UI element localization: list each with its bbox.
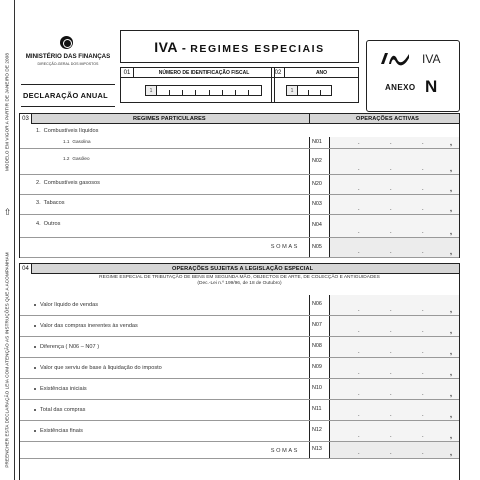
regime-text: Combustíveis líquidos bbox=[43, 128, 99, 134]
amount-input[interactable] bbox=[330, 238, 459, 257]
thousands-separator: . bbox=[358, 206, 360, 212]
regime-number: 1.1 bbox=[63, 139, 70, 144]
amount-input[interactable] bbox=[330, 316, 459, 336]
decimal-separator: , bbox=[450, 328, 452, 335]
bullet-icon bbox=[34, 430, 36, 432]
annex-letter: N bbox=[425, 77, 438, 96]
thousands-separator: . bbox=[358, 307, 360, 313]
thousands-separator: . bbox=[422, 391, 424, 397]
field-code: N08 bbox=[309, 337, 330, 357]
operation-text: Total das compras bbox=[40, 407, 86, 413]
field-code: N07 bbox=[309, 316, 330, 336]
field-code: N02 bbox=[309, 149, 330, 174]
thousands-separator: . bbox=[422, 412, 424, 418]
digit-cell[interactable] bbox=[249, 90, 261, 96]
digit-cell[interactable] bbox=[183, 90, 196, 96]
operation-label bbox=[34, 302, 98, 308]
amount-input[interactable] bbox=[330, 295, 459, 315]
thousands-separator: . bbox=[422, 229, 424, 235]
year-field-label: ANO bbox=[285, 68, 358, 78]
thousands-separator: . bbox=[358, 391, 360, 397]
bullet-icon bbox=[34, 325, 36, 327]
digit-cell[interactable] bbox=[236, 90, 249, 96]
thousands-separator: . bbox=[390, 412, 392, 418]
regime-row bbox=[20, 215, 459, 238]
thousands-separator: . bbox=[358, 433, 360, 439]
regime-label bbox=[63, 139, 91, 144]
thousands-separator: . bbox=[358, 186, 360, 192]
regime-number: 1. bbox=[36, 128, 41, 134]
thousands-separator: . bbox=[390, 349, 392, 355]
title-sub: REGIMES ESPECIAIS bbox=[190, 43, 325, 55]
digit-cell[interactable] bbox=[170, 90, 183, 96]
decimal-separator: , bbox=[450, 450, 452, 457]
digit-cell[interactable] bbox=[196, 90, 209, 96]
decimal-separator: , bbox=[450, 307, 452, 314]
operation-label bbox=[34, 386, 87, 392]
amount-input[interactable] bbox=[330, 175, 459, 194]
regime-row bbox=[20, 125, 459, 137]
operation-text: Diferença ( N06 – N07 ) bbox=[40, 344, 100, 350]
amount-input[interactable] bbox=[330, 215, 459, 237]
regime-number: 4. bbox=[36, 221, 41, 227]
digit-cell[interactable] bbox=[157, 90, 170, 96]
directorate-name: DIRECÇÃO-GERAL DOS IMPOSTOS bbox=[37, 62, 99, 66]
side-instructions-text: PREENCHER ESTA DECLARAÇÃO LEIA COM ATENÇÃO AS INSTRUÇÕES QUE A ACOMPANHAM bbox=[4, 252, 10, 468]
section-number: 03 bbox=[20, 114, 32, 124]
amount-input[interactable] bbox=[330, 137, 459, 148]
year-field-box bbox=[271, 67, 359, 103]
operation-row bbox=[20, 421, 459, 442]
bullet-icon bbox=[34, 367, 36, 369]
thousands-separator: . bbox=[358, 450, 360, 456]
operation-text: Existências iniciais bbox=[40, 386, 87, 392]
amount-input[interactable] bbox=[330, 337, 459, 357]
amount-input[interactable] bbox=[330, 358, 459, 378]
amount-input[interactable] bbox=[330, 421, 459, 441]
operation-row bbox=[20, 358, 459, 379]
field-code: N20 bbox=[309, 175, 330, 194]
thousands-separator: . bbox=[422, 140, 424, 146]
thousands-separator: . bbox=[358, 412, 360, 418]
header-ministry-block bbox=[19, 32, 117, 112]
thousands-separator: . bbox=[358, 370, 360, 376]
title-main: IVA bbox=[154, 39, 179, 55]
decimal-separator: , bbox=[450, 140, 452, 147]
operation-row bbox=[20, 400, 459, 421]
section-title: OPERAÇÕES SUJEITAS A LEGISLAÇÃO ESPECIAL bbox=[172, 266, 314, 272]
field-code: N13 bbox=[309, 442, 330, 458]
bullet-icon bbox=[34, 346, 36, 348]
section-title-right: OPERAÇÕES ACTIVAS bbox=[356, 116, 419, 122]
header-title-block bbox=[120, 30, 359, 112]
amount-input[interactable] bbox=[330, 379, 459, 399]
decimal-separator: , bbox=[450, 249, 452, 256]
decimal-separator: , bbox=[450, 166, 452, 173]
digit-cell[interactable] bbox=[321, 90, 331, 96]
thousands-separator: . bbox=[390, 186, 392, 192]
decimal-separator: , bbox=[450, 206, 452, 213]
field-number: 01 bbox=[121, 68, 134, 78]
thousands-separator: . bbox=[390, 328, 392, 334]
thousands-separator: . bbox=[358, 328, 360, 334]
form-title bbox=[121, 39, 358, 55]
amount-input[interactable] bbox=[330, 442, 459, 458]
regime-row bbox=[20, 149, 459, 175]
decree-reference: (Dec.-Lei n.º 199/96, de 18 de Outubro) bbox=[197, 281, 282, 286]
field-code: N11 bbox=[309, 400, 330, 420]
amount-input[interactable] bbox=[330, 400, 459, 420]
thousands-separator: . bbox=[422, 370, 424, 376]
regime-label bbox=[36, 221, 60, 227]
operation-row bbox=[20, 316, 459, 337]
regime-row bbox=[20, 137, 459, 149]
regime-number: 1.2 bbox=[63, 156, 70, 161]
field-code: N12 bbox=[309, 421, 330, 441]
regime-row bbox=[20, 175, 459, 195]
digit-cell[interactable] bbox=[298, 90, 309, 96]
regime-text: Tabacos bbox=[43, 200, 65, 206]
ministry-name: MINISTÉRIO DAS FINANÇAS bbox=[25, 53, 111, 60]
field-code: N06 bbox=[309, 295, 330, 315]
section-title: REGIMES PARTICULARES bbox=[133, 116, 206, 122]
thousands-separator: . bbox=[358, 140, 360, 146]
decimal-separator: , bbox=[450, 391, 452, 398]
form-sheet bbox=[19, 0, 460, 480]
thousands-separator: . bbox=[422, 206, 424, 212]
thousands-separator: . bbox=[422, 450, 424, 456]
annex-box bbox=[366, 40, 460, 112]
amount-input[interactable] bbox=[330, 149, 459, 174]
nif-field-label: NÚMERO DE IDENTIFICAÇÃO FISCAL bbox=[134, 68, 274, 78]
field-code: N03 bbox=[309, 195, 330, 214]
regime-label bbox=[36, 128, 98, 134]
regime-number: 3. bbox=[36, 200, 41, 206]
amount-input[interactable] bbox=[330, 195, 459, 214]
section-03 bbox=[19, 113, 460, 258]
regime-text: Combustíveis gasosos bbox=[43, 180, 100, 186]
thousands-separator: . bbox=[422, 328, 424, 334]
operation-text: Existências finais bbox=[40, 428, 83, 434]
operation-label bbox=[34, 428, 83, 434]
digit-cell[interactable] bbox=[210, 90, 223, 96]
thousands-separator: . bbox=[390, 370, 392, 376]
decimal-separator: , bbox=[450, 412, 452, 419]
thousands-separator: . bbox=[390, 433, 392, 439]
section-04 bbox=[19, 263, 460, 480]
regime-label bbox=[36, 200, 65, 206]
decimal-separator: , bbox=[450, 186, 452, 193]
regime-number: 2. bbox=[36, 180, 41, 186]
thousands-separator: . bbox=[422, 249, 424, 255]
title-dash: - bbox=[178, 41, 191, 55]
operation-label bbox=[34, 344, 99, 350]
somas-label: SOMAS bbox=[270, 448, 299, 454]
somas-label: SOMAS bbox=[270, 244, 299, 250]
field-code: N09 bbox=[309, 358, 330, 378]
field-code: N10 bbox=[309, 379, 330, 399]
digit-cell[interactable] bbox=[309, 90, 320, 96]
field-number: 02 bbox=[272, 68, 285, 78]
thousands-separator: . bbox=[390, 166, 392, 172]
dgci-logo-icon bbox=[379, 50, 411, 68]
thousands-separator: . bbox=[390, 229, 392, 235]
nif-field-box bbox=[120, 67, 275, 103]
thousands-separator: . bbox=[422, 307, 424, 313]
nif-input[interactable] bbox=[145, 85, 262, 96]
section-subtitle bbox=[20, 275, 459, 287]
coat-of-arms-icon bbox=[60, 36, 73, 49]
regime-label bbox=[36, 180, 100, 186]
year-input[interactable] bbox=[286, 85, 332, 96]
thousands-separator: . bbox=[390, 206, 392, 212]
regime-row bbox=[20, 238, 459, 258]
decimal-separator: , bbox=[450, 229, 452, 236]
regime-text: Outros bbox=[43, 221, 61, 227]
regime-text: Gasolina bbox=[72, 139, 91, 144]
side-strip bbox=[0, 0, 15, 480]
title-box bbox=[120, 30, 359, 63]
regime-text: Gasóleo bbox=[72, 156, 90, 161]
bullet-icon bbox=[34, 388, 36, 390]
thousands-separator: . bbox=[358, 249, 360, 255]
thousands-separator: . bbox=[422, 433, 424, 439]
thousands-separator: . bbox=[390, 391, 392, 397]
regime-label bbox=[63, 156, 90, 161]
side-model-text: MODELO EM VIGOR A PARTIR DE JANEIRO DE 2008 bbox=[4, 53, 10, 171]
section-header bbox=[20, 114, 459, 124]
digit-cell[interactable] bbox=[223, 90, 236, 96]
operation-text: Valor que serviu de base à liquidação do imposto bbox=[40, 365, 162, 371]
bullet-icon bbox=[34, 304, 36, 306]
operation-row bbox=[20, 337, 459, 358]
declaration-type: DECLARAÇÃO ANUAL bbox=[21, 84, 115, 107]
operation-label bbox=[34, 407, 85, 413]
decimal-separator: , bbox=[450, 370, 452, 377]
operation-label bbox=[34, 323, 138, 329]
year-prefix: 1 bbox=[287, 86, 298, 95]
thousands-separator: . bbox=[390, 249, 392, 255]
bullet-icon bbox=[34, 409, 36, 411]
thousands-separator: . bbox=[358, 166, 360, 172]
nif-prefix: 1 bbox=[146, 86, 157, 95]
thousands-separator: . bbox=[422, 186, 424, 192]
thousands-separator: . bbox=[422, 166, 424, 172]
field-code: N04 bbox=[309, 215, 330, 237]
annex-label: ANEXO bbox=[385, 83, 416, 92]
thousands-separator: . bbox=[390, 450, 392, 456]
field-code: N05 bbox=[309, 238, 330, 257]
operation-row bbox=[20, 379, 459, 400]
operation-label bbox=[34, 365, 162, 371]
up-arrow-icon: ⇧ bbox=[3, 207, 12, 217]
annex-iva-label: IVA bbox=[422, 52, 441, 66]
thousands-separator: . bbox=[358, 349, 360, 355]
operation-row bbox=[20, 295, 459, 316]
thousands-separator: . bbox=[390, 307, 392, 313]
thousands-separator: . bbox=[390, 140, 392, 146]
thousands-separator: . bbox=[422, 349, 424, 355]
operation-text: Valor líquido de vendas bbox=[40, 302, 99, 308]
operation-row bbox=[20, 442, 459, 459]
regime-description: REGIME ESPECIAL DE TRIBUTAÇÃO DE BENS EM SEGUNDA MÃO, OBJECTOS DE ARTE, DE COLECÇÃO E ANTIGUIDADES bbox=[99, 275, 380, 280]
decimal-separator: , bbox=[450, 433, 452, 440]
thousands-separator: . bbox=[358, 229, 360, 235]
column-divider bbox=[309, 114, 310, 124]
section-number: 04 bbox=[20, 264, 32, 274]
operation-text: Valor das compras inerentes às vendas bbox=[40, 323, 138, 329]
regime-row bbox=[20, 195, 459, 215]
field-code: N01 bbox=[309, 137, 330, 148]
section-header bbox=[20, 264, 459, 274]
decimal-separator: , bbox=[450, 349, 452, 356]
